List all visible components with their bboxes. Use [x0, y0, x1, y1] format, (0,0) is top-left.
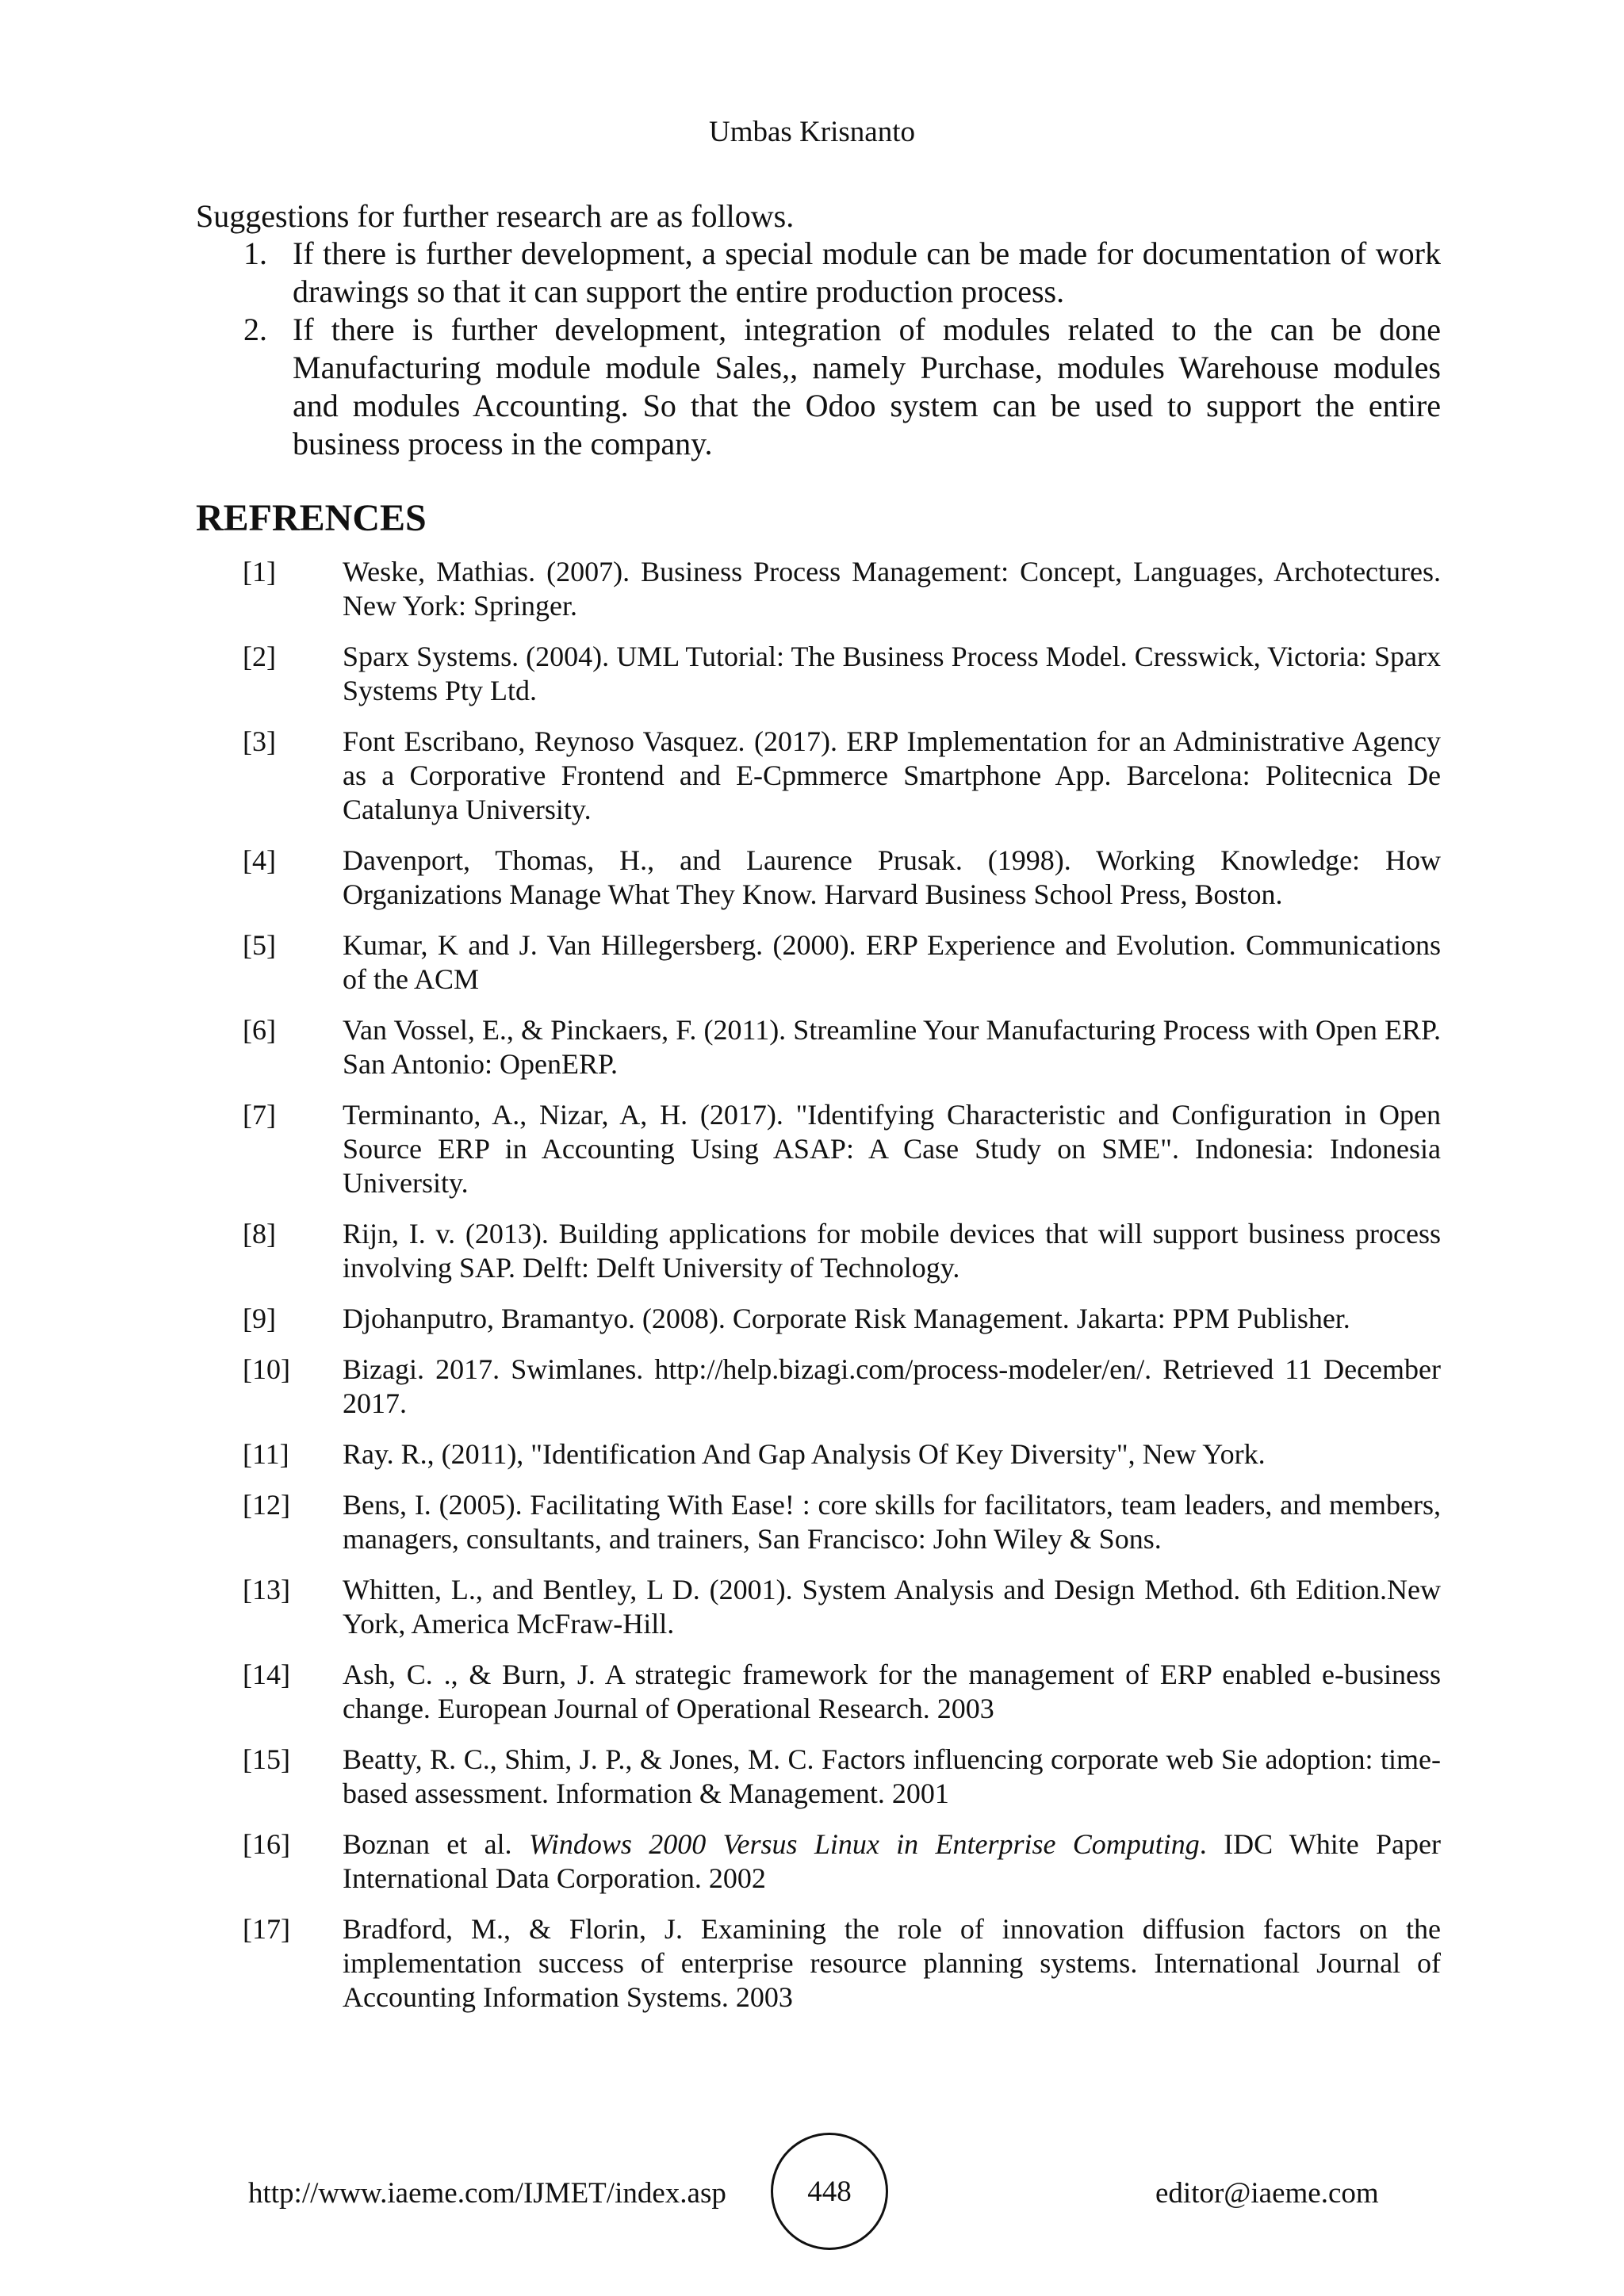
reference-text: Van Vossel, E., & Pinckaers, F. (2011). Streamline Your Manufacturing Process with Open ERP. San Antonio: OpenERP.: [343, 1014, 1441, 1080]
reference-text-prefix: Boznan et al.: [343, 1828, 529, 1860]
reference-text-suffix: . IDC White Paper International Data Corporation. 2002: [343, 1828, 1441, 1894]
running-header-author: Umbas Krisnanto: [709, 116, 915, 148]
reference-item: [243, 1658, 1441, 1726]
reference-text: Bizagi. 2017. Swimlanes. http://help.bizagi.com/process-modeler/en/. Retrieved 11 December 2017.: [343, 1353, 1441, 1419]
page-number-circle: [771, 2133, 888, 2250]
suggestions-list: [196, 235, 1441, 463]
reference-text: [343, 1827, 1441, 1896]
reference-text: Sparx Systems. (2004). UML Tutorial: The Business Process Model. Cresswick, Victoria: Sparx Systems Pty Ltd.: [343, 641, 1441, 706]
reference-number: [14]: [243, 1659, 290, 1690]
page-number: 448: [807, 2175, 852, 2208]
suggestion-number: 2.: [243, 312, 267, 347]
reference-text: Ash, C. ., & Burn, J. A strategic framework for the management of ERP enabled e-business change. European Journal of Operational Research. 2003: [343, 1659, 1441, 1724]
reference-item: [243, 1573, 1441, 1641]
suggestion-item: [196, 235, 1441, 311]
reference-item: [243, 1302, 1441, 1336]
references-list: [243, 555, 1441, 2031]
reference-item: [243, 1912, 1441, 2015]
suggestion-text: If there is further development, integration of modules related to the can be done Manufacturing module module Sales,, namely Purchase, modules Warehouse modules and modules Accounting. So that the Odoo system can be used to support the entire business process in the company.: [293, 312, 1441, 461]
reference-number: [10]: [243, 1353, 290, 1385]
reference-text: Bradford, M., & Florin, J. Examining the role of innovation diffusion factors on the implementation success of enterprise resource planning systems. International Journal of Accounting Information Systems. 2003: [343, 1913, 1441, 2013]
footer-url: http://www.iaeme.com/IJMET/index.asp: [248, 2177, 726, 2210]
references-heading: REFRENCES: [196, 497, 427, 539]
reference-number: [6]: [243, 1014, 276, 1046]
reference-text: Djohanputro, Bramantyo. (2008). Corporate Risk Management. Jakarta: PPM Publisher.: [343, 1303, 1350, 1334]
reference-number: [15]: [243, 1743, 290, 1775]
reference-number: [11]: [243, 1438, 289, 1470]
reference-italic-title: Windows 2000 Versus Linux in Enterprise Computing: [528, 1828, 1200, 1860]
reference-item: [243, 1488, 1441, 1556]
reference-text: Weske, Mathias. (2007). Business Process Management: Concept, Languages, Archotectures. New York: Springer.: [343, 556, 1441, 622]
reference-item: [243, 844, 1441, 912]
reference-number: [5]: [243, 929, 276, 961]
reference-text: Ray. R., (2011), "Identification And Gap Analysis Of Key Diversity", New York.: [343, 1438, 1266, 1470]
reference-text: Terminanto, A., Nizar, A, H. (2017). "Identifying Characteristic and Configuration in Open Source ERP in Accounting Using ASAP: A Case Study on SME". Indonesia: Indonesia University.: [343, 1099, 1441, 1199]
reference-text: Rijn, I. v. (2013). Building applications for mobile devices that will support business process involving SAP. Delft: Delft University of Technology.: [343, 1218, 1441, 1284]
reference-item: [243, 725, 1441, 827]
reference-number: [16]: [243, 1828, 290, 1860]
reference-item: [243, 1353, 1441, 1421]
reference-number: [1]: [243, 556, 276, 587]
suggestion-item: [196, 311, 1441, 463]
reference-item: [243, 1217, 1441, 1285]
suggestions-intro: Suggestions for further research are as follows.: [196, 198, 795, 234]
reference-item: [243, 555, 1441, 623]
reference-item: [243, 1437, 1441, 1471]
reference-text: Font Escribano, Reynoso Vasquez. (2017). ERP Implementation for an Administrative Agency as a Corporative Frontend and E-Cpmmerce Smartphone App. Barcelona: Politecnica De Catalunya University.: [343, 725, 1441, 825]
reference-item: [243, 1013, 1441, 1081]
reference-item: [243, 928, 1441, 997]
reference-number: [17]: [243, 1913, 290, 1945]
reference-item: [243, 1743, 1441, 1811]
reference-number: [4]: [243, 844, 276, 876]
reference-text: Whitten, L., and Bentley, L D. (2001). System Analysis and Design Method. 6th Edition.New York, America McFraw-Hill.: [343, 1574, 1441, 1640]
reference-number: [9]: [243, 1303, 276, 1334]
reference-number: [7]: [243, 1099, 276, 1131]
footer-email: editor@iaeme.com: [1155, 2177, 1379, 2210]
reference-number: [2]: [243, 641, 276, 672]
reference-item: [243, 1827, 1441, 1896]
reference-item: [243, 640, 1441, 708]
reference-number: [13]: [243, 1574, 290, 1605]
reference-number: [12]: [243, 1489, 290, 1521]
suggestion-number: 1.: [243, 235, 267, 271]
reference-number: [8]: [243, 1218, 276, 1249]
reference-text: Bens, I. (2005). Facilitating With Ease! : core skills for facilitators, team leaders, and members, managers, consultants, and trainers, San Francisco: John Wiley & Sons.: [343, 1489, 1441, 1555]
reference-text: Davenport, Thomas, H., and Laurence Prusak. (1998). Working Knowledge: How Organizations Manage What They Know. Harvard Business School Press, Boston.: [343, 844, 1441, 910]
reference-text: Kumar, K and J. Van Hillegersberg. (2000). ERP Experience and Evolution. Communications of the ACM: [343, 929, 1441, 995]
reference-item: [243, 1098, 1441, 1200]
reference-number: [3]: [243, 725, 276, 757]
suggestion-text: If there is further development, a special module can be made for documentation of work drawings so that it can support the entire production process.: [293, 235, 1441, 309]
reference-text: Beatty, R. C., Shim, J. P., & Jones, M. C. Factors influencing corporate web Sie adoption: time-based assessment. Information & Management. 2001: [343, 1743, 1441, 1809]
